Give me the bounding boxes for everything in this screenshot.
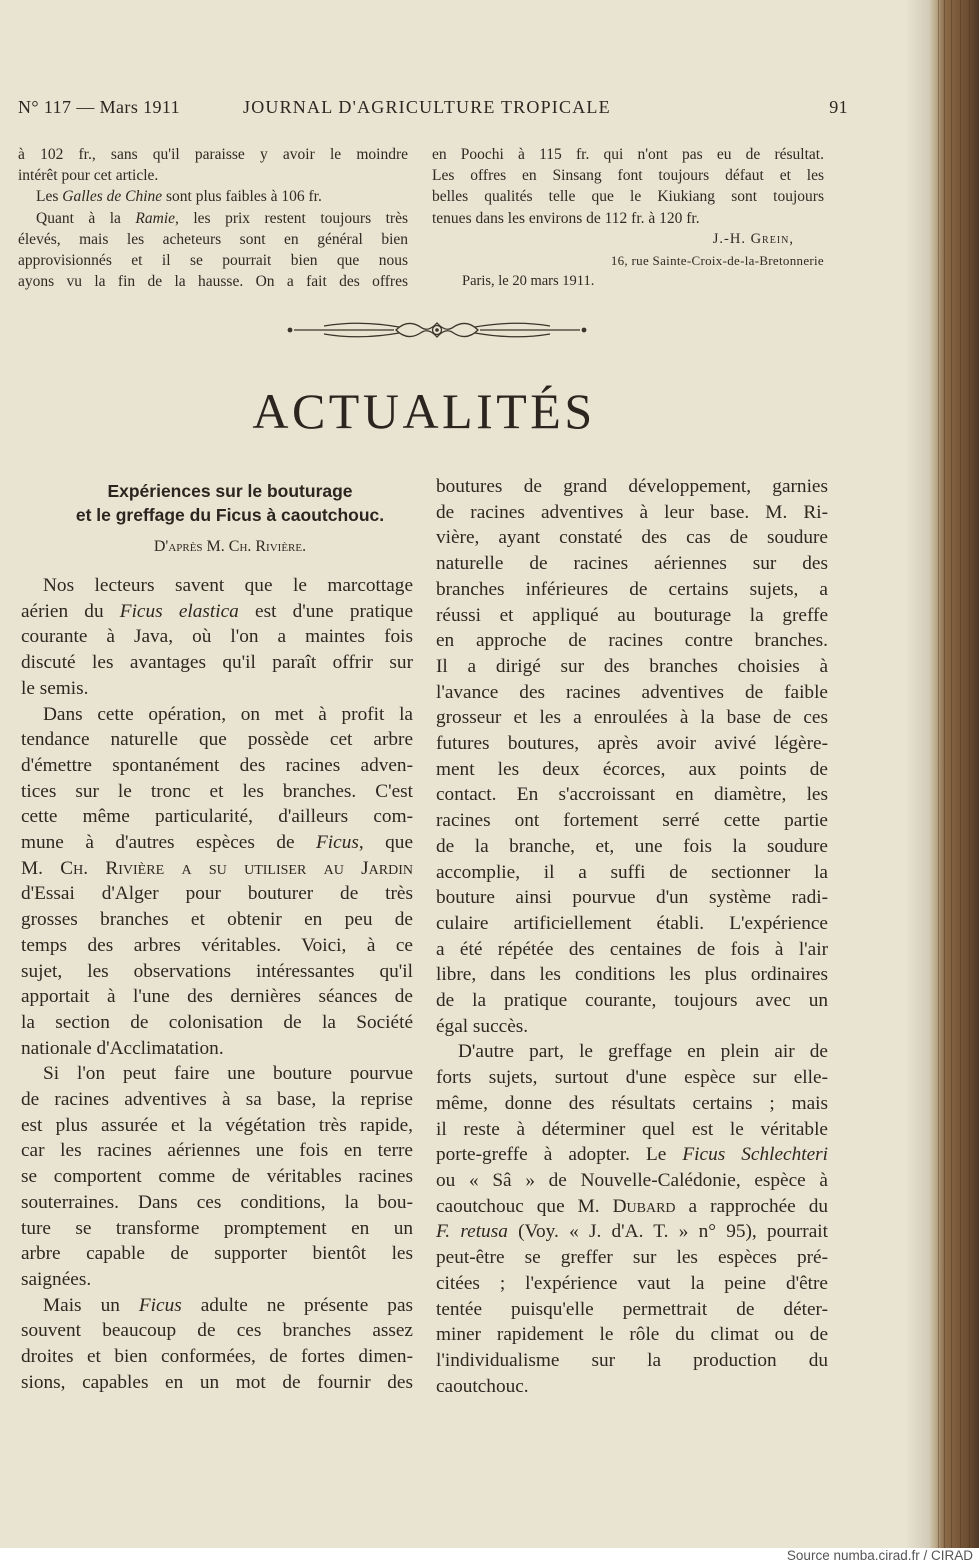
text-line: branches inférieures de certains sujets, a bbox=[436, 578, 828, 600]
text-line: égal succès. bbox=[436, 1015, 529, 1037]
ornament-center-dot bbox=[435, 328, 439, 332]
text-line: l'avance des racines adventives de faible bbox=[436, 681, 828, 703]
text-line: belles qualités telle que le Kiukiang sont toujours bbox=[432, 188, 824, 206]
text-line: intérêt pour cet article. bbox=[18, 167, 159, 185]
article-title-line: et le greffage du Ficus à caoutchouc. bbox=[75, 505, 385, 525]
text-line: souterraines. Dans ces conditions, la bou- bbox=[21, 1191, 413, 1213]
text-line: réussi et appliqué au bouturage la greffe bbox=[436, 604, 828, 626]
text-line: Les offres en Sinsang font toujours défaut et les bbox=[432, 167, 824, 185]
page-edge-line bbox=[960, 0, 961, 1548]
text-line: est plus assurée et la végétation très rapide, bbox=[21, 1114, 413, 1136]
text-line: miner rapidement le rôle du climat ou de bbox=[436, 1324, 828, 1346]
journal-title: JOURNAL D'AGRICULTURE TROPICALE bbox=[243, 97, 611, 117]
text-line: tentée puisqu'elle permettrait de déter- bbox=[436, 1298, 828, 1320]
decorative-ornament bbox=[284, 316, 590, 344]
text-line: ture se transforme promptement en un bbox=[21, 1217, 413, 1239]
text-line: Il a dirigé sur des branches choisies à bbox=[436, 655, 828, 677]
page-edge-line bbox=[951, 0, 952, 1548]
text-line: peut-être se greffer sur les espèces pré- bbox=[436, 1247, 828, 1269]
text-line: forts sujets, surtout d'une espèce sur elle- bbox=[436, 1067, 828, 1089]
text-line: culaire artificiellement établi. L'expérience bbox=[436, 912, 828, 934]
text-line: M. Ch. Rivière a su utiliser au Jardin bbox=[21, 857, 413, 879]
text-line: apportait à l'une des dernières séances de bbox=[21, 986, 413, 1008]
article-title bbox=[40, 479, 420, 527]
text-line: D'autre part, le greffage en plein air de bbox=[458, 1041, 828, 1063]
text-line: mune à d'autres espèces de Ficus, que bbox=[21, 832, 413, 854]
text-line: en Poochi à 115 fr. qui n'ont pas eu de résultat. bbox=[432, 146, 824, 163]
text-line: élevés, mais les acheteurs sont en général bien bbox=[18, 230, 408, 248]
text-line: l'individualisme sur la production du bbox=[436, 1349, 828, 1371]
text-line: car les racines aériennes une fois en terre bbox=[21, 1140, 413, 1162]
text-line: grosseur et les a enroulées à la base de ces bbox=[436, 707, 828, 729]
text-line: la section de colonisation de la Société bbox=[21, 1011, 413, 1033]
text-line: citées ; l'expérience vaut la peine d'être bbox=[436, 1272, 828, 1294]
text-line: porte-greffe à adopter. Le Ficus Schlechteri bbox=[436, 1144, 828, 1166]
page-number: 91 bbox=[829, 97, 848, 117]
text-line: vière, ayant constaté des cas de soudure bbox=[436, 527, 828, 549]
text-line: de la pratique courante, toujours avec un bbox=[436, 990, 828, 1012]
signature-address: 16, rue Sainte-Croix-de-la-Bretonnerie bbox=[610, 253, 824, 269]
text-line: racines ont fortement serré cette partie bbox=[436, 810, 828, 832]
text-line: futures boutures, après avoir avivé légère- bbox=[436, 733, 828, 755]
page-edge-line bbox=[969, 0, 970, 1548]
text-line: accomplie, il a suffi de sectionner la bbox=[436, 861, 828, 883]
text-line: le semis. bbox=[21, 677, 89, 699]
text-line: de la branche, et, une fois la soudure bbox=[436, 835, 828, 857]
text-line: bouture ainsi pourvue d'un système radi- bbox=[436, 887, 828, 909]
page-edge-line bbox=[938, 0, 939, 1548]
signature-date: Paris, le 20 mars 1911. bbox=[462, 273, 595, 290]
text-line: cette même particularité, d'ailleurs com- bbox=[21, 806, 413, 828]
text-line: à 102 fr., sans qu'il paraisse y avoir le moindre bbox=[18, 146, 408, 163]
source-credit: Source numba.cirad.fr / CIRAD bbox=[786, 1548, 973, 1563]
text-line: tices sur le tronc et les branches. C'est bbox=[21, 780, 413, 802]
text-line: caoutchouc. bbox=[436, 1375, 529, 1397]
section-title: ACTUALITÉS bbox=[252, 383, 596, 439]
text-line: arbre capable de supporter bientôt les bbox=[21, 1243, 413, 1265]
text-line: saignées. bbox=[21, 1268, 92, 1290]
text-line: Si l'on peut faire une bouture pourvue bbox=[43, 1063, 413, 1085]
text-line: courante à Java, où l'on a maintes fois bbox=[21, 626, 413, 648]
article-byline: D'après M. Ch. Rivière. bbox=[153, 538, 307, 555]
signature: J.-H. Grein, bbox=[712, 230, 794, 247]
text-line: il reste à déterminer quel est le véritable bbox=[436, 1118, 828, 1140]
text-line: libre, dans les conditions les plus ordinaires bbox=[436, 964, 828, 986]
text-line: Mais un Ficus adulte ne présente pas bbox=[43, 1294, 414, 1316]
page-edge-line bbox=[944, 0, 945, 1548]
text-line: temps des arbres véritables. Voici, à ce bbox=[21, 934, 413, 956]
text-line: tenues dans les environs de 112 fr. à 120 fr. bbox=[432, 209, 700, 227]
article-column-left bbox=[21, 573, 413, 1396]
text-line: F. retusa (Voy. « J. d'A. T. » n° 95), pourrait bbox=[436, 1221, 828, 1243]
ornament-dot bbox=[288, 328, 293, 333]
text-line: de racines adventives à sa base, la reprise bbox=[21, 1089, 413, 1111]
text-line: discuté les avantages qu'il paraît offrir sur bbox=[21, 652, 413, 674]
text-line: approvisionnés et il se pourrait bien que nous bbox=[18, 252, 408, 270]
text-line: d'Essai d'Alger pour bouturer de très bbox=[21, 883, 413, 905]
article-title-line: Expériences sur le bouturage bbox=[107, 481, 353, 501]
market-report-right bbox=[432, 144, 824, 292]
text-line: boutures de grand développement, garnies bbox=[436, 476, 828, 497]
text-line: même, donne des résultats certains ; mais bbox=[436, 1092, 828, 1114]
text-line: naturelle de racines aériennes sur des bbox=[436, 553, 828, 575]
text-line: Quant à la Ramie, les prix restent toujours très bbox=[36, 209, 408, 227]
text-line: sujet, les observations intéressantes qu'il bbox=[21, 960, 413, 982]
running-head bbox=[18, 97, 848, 123]
text-line: contact. En s'accroissant en diamètre, les bbox=[436, 784, 828, 806]
text-line: a été répétée des centaines de fois à l'air bbox=[436, 938, 828, 960]
market-report-left bbox=[18, 144, 408, 292]
text-line: souvent beaucoup de ces branches assez bbox=[21, 1320, 413, 1342]
issue-number: N° 117 — Mars 1911 bbox=[18, 97, 181, 117]
text-line: de racines adventives à leur base. M. Ri- bbox=[436, 501, 828, 523]
text-line: caoutchouc que M. Dubard a rapprochée du bbox=[436, 1195, 828, 1217]
text-line: sions, capables en un mot de fournir des bbox=[21, 1371, 413, 1393]
text-line: Nos lecteurs savent que le marcottage bbox=[43, 575, 413, 596]
text-line: nationale d'Acclimatation. bbox=[21, 1037, 224, 1059]
text-line: ou « Sâ » de Nouvelle-Calédonie, espèce à bbox=[436, 1169, 828, 1191]
text-line: ayons vu la fin de la hausse. On a fait des offres bbox=[18, 273, 408, 291]
text-line: ment les deux écorces, aux points de bbox=[436, 758, 828, 780]
text-line: aérien du Ficus elastica est d'une pratique bbox=[21, 600, 413, 622]
text-line: d'émettre spontanément des racines adven- bbox=[21, 754, 413, 776]
text-line: en approche de racines contre branches. bbox=[436, 630, 828, 652]
text-line: grosses branches et obtenir en peu de bbox=[21, 909, 413, 931]
text-line: tendance naturelle que possède cet arbre bbox=[21, 729, 413, 751]
article-column-right bbox=[436, 474, 828, 1399]
text-line: droites et bien conformées, de fortes dimen- bbox=[21, 1346, 413, 1368]
text-line: se comportent comme de véritables racines bbox=[21, 1166, 413, 1188]
text-line: Dans cette opération, on met à profit la bbox=[43, 703, 413, 725]
text-line: Les Galles de Chine sont plus faibles à 106 fr. bbox=[36, 188, 322, 206]
ornament-dot bbox=[582, 328, 587, 333]
